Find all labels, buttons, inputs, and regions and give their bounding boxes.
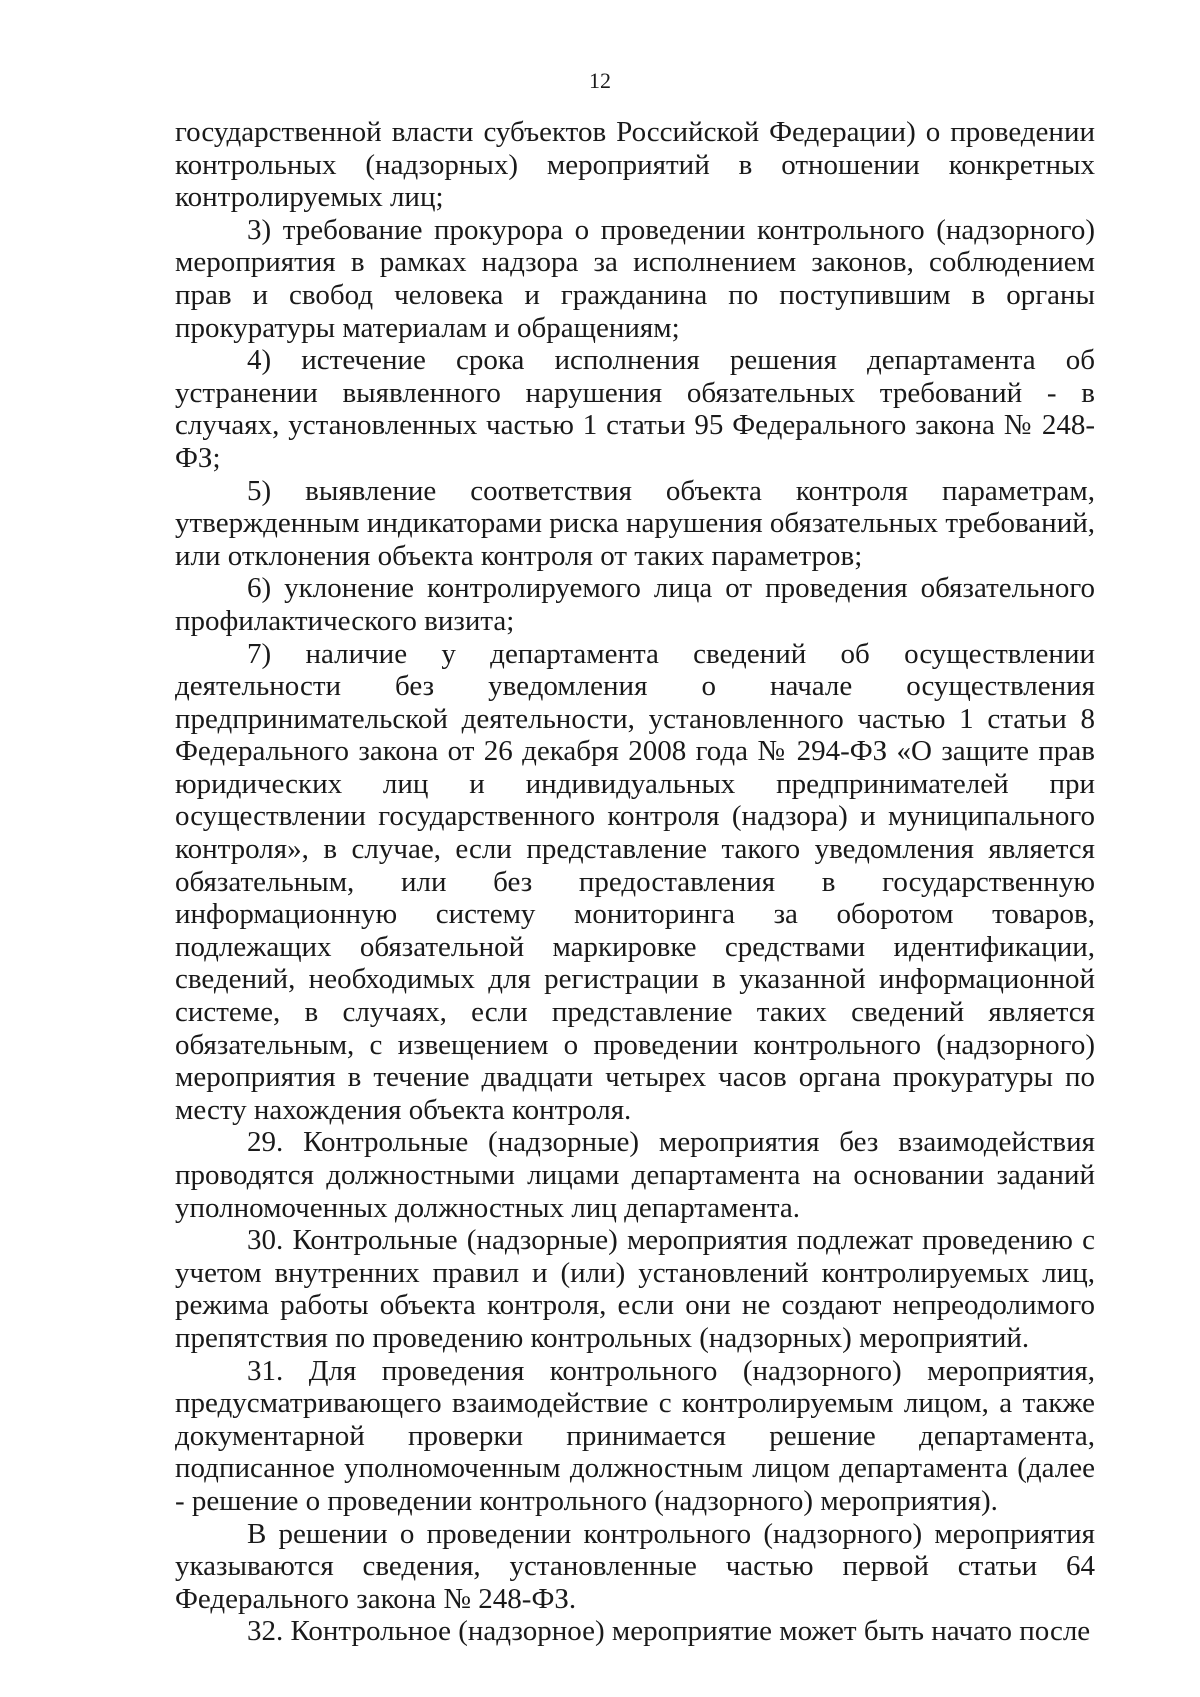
paragraph-item-4: 4) истечение срока исполнения решения департамента об устранении выявленного нарушения обязательных требований - в случаях, установленных частью 1 статьи 95 Федерального закона № 248-ФЗ;: [175, 344, 1095, 474]
paragraph-item-3: 3) требование прокурора о проведении контрольного (надзорного) мероприятия в рамках надзора за исполнением законов, соблюдением прав и свобод человека и гражданина по поступившим в органы прокуратуры материалам и обращениям;: [175, 213, 1095, 344]
paragraph-clause-30: 30. Контрольные (надзорные) мероприятия подлежат проведению с учетом внутренних правил и (или) установлений контролируемых лиц, режима работы объекта контроля, если они не создают непреодолимого препятствия по проведению контрольных (надзорных) мероприятий.: [175, 1224, 1095, 1354]
document-body: [175, 116, 1095, 1648]
paragraph-clause-31-decision: В решении о проведении контрольного (надзорного) мероприятия указываются сведения, установленные частью первой статьи 64 Федерального закона № 248-ФЗ.: [175, 1517, 1095, 1615]
page-number: 12: [589, 68, 611, 93]
paragraph-item-7: 7) наличие у департамента сведений об осуществлении деятельности без уведомления о начале осуществления предпринимательской деятельности, установленного частью 1 статьи 8 Федерального закона от 26 декабря 2008 года № 294-ФЗ «О защите прав юридических лиц и индивидуальных предпринимателей при осуществлении государственного контроля (надзора) и муниципального контроля», в случае, если представление такого уведомления является обязательным, или без предоставления в государственную информационную систему мониторинга за оборотом товаров, подлежащих обязательной маркировке средствами идентификации, сведений, необходимых для регистрации в указанной информационной системе, в случаях, если представление таких сведений является обязательным, с извещением о проведении контрольного (надзорного) мероприятия в течение двадцати четырех часов органа прокуратуры по месту нахождения объекта контроля.: [175, 637, 1095, 1126]
paragraph-clause-31: 31. Для проведения контрольного (надзорного) мероприятия, предусматривающего взаимодействие с контролируемым лицом, а также документарной проверки принимается решение департамента, подписанное уполномоченным должностным лицом департамента (далее - решение о проведении контрольного (надзорного) мероприятия).: [175, 1354, 1095, 1517]
paragraph-continuation: государственной власти субъектов Российской Федерации) о проведении контрольных (надзорных) мероприятий в отношении конкретных контролируемых лиц;: [175, 116, 1095, 214]
paragraph-clause-32: 32. Контрольное (надзорное) мероприятие может быть начато после: [247, 1615, 1091, 1648]
paragraph-item-6: 6) уклонение контролируемого лица от проведения обязательного профилактического визита;: [175, 572, 1095, 637]
paragraph-item-5: 5) выявление соответствия объекта контроля параметрам, утвержденным индикаторами риска нарушения обязательных требований, или отклонения объекта контроля от таких параметров;: [175, 474, 1095, 572]
paragraph-clause-29: 29. Контрольные (надзорные) мероприятия без взаимодействия проводятся должностными лицами департамента на основании заданий уполномоченных должностных лиц департамента.: [175, 1126, 1095, 1224]
